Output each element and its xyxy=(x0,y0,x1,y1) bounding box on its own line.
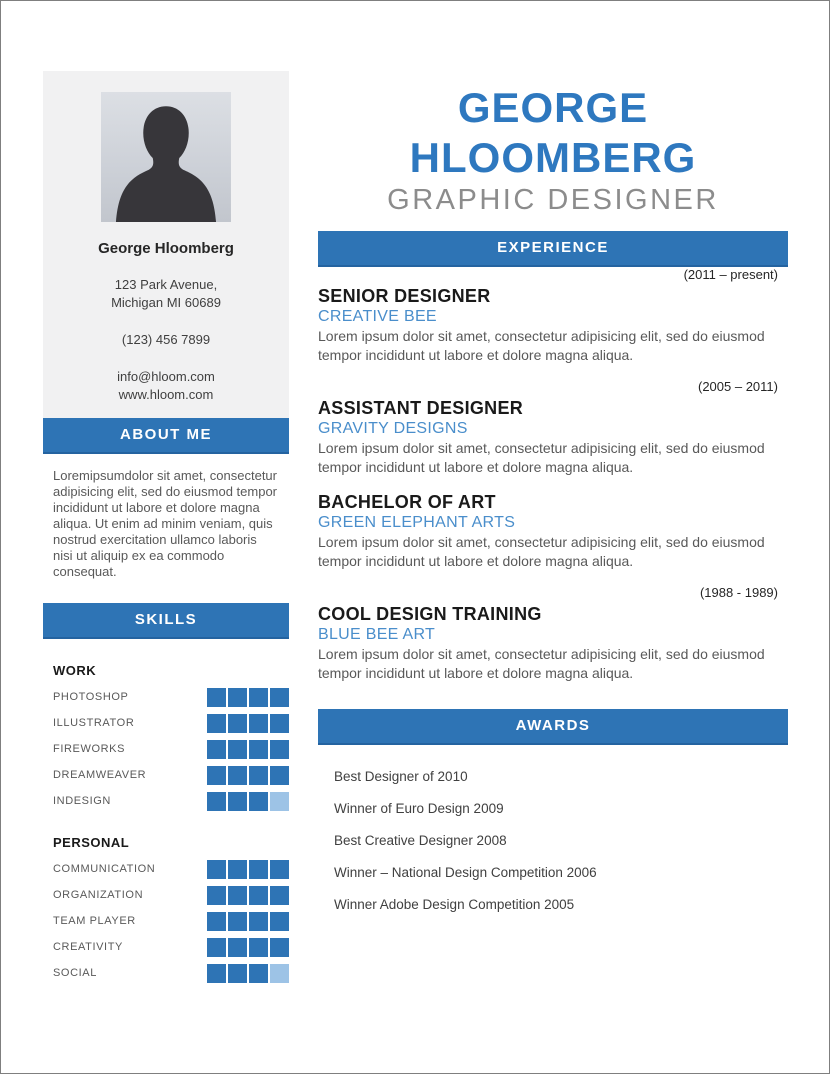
award-item: Best Designer of 2010 xyxy=(334,769,468,784)
skill-label: SOCIAL xyxy=(53,967,97,979)
experience-entry xyxy=(318,379,788,477)
skills-group-work-label: WORK xyxy=(53,663,97,678)
skill-row xyxy=(43,911,289,931)
sidebar xyxy=(43,71,289,989)
skill-square xyxy=(270,792,289,811)
entry-role: ASSISTANT DESIGNER xyxy=(318,398,524,418)
award-item: Winner Adobe Design Competition 2005 xyxy=(334,897,575,912)
experience-banner: EXPERIENCE xyxy=(318,231,788,267)
skill-level-squares xyxy=(205,964,289,983)
skill-label: FIREWORKS xyxy=(53,743,126,755)
skill-level-squares xyxy=(205,886,289,905)
skill-square xyxy=(228,714,247,733)
skill-square xyxy=(207,964,226,983)
entry-role: BACHELOR OF ART xyxy=(318,492,496,512)
skill-square xyxy=(207,938,226,957)
skill-square xyxy=(228,964,247,983)
skill-square xyxy=(207,860,226,879)
skill-square xyxy=(270,688,289,707)
skill-label: CREATIVITY xyxy=(53,941,123,953)
skill-square xyxy=(207,688,226,707)
skill-square xyxy=(270,912,289,931)
skill-square xyxy=(249,792,268,811)
about-me-text: Loremipsumdolor sit amet, consectetur adipisicing elit, sed do eiusmod tempor incididunt ut labore et dolore magna aliqua. Ut enim ad minim veniam, quis nostrud exercitation ullamco laboris nisi ut aliquip ex ea commodo consequat. xyxy=(53,468,278,579)
award-item: Best Creative Designer 2008 xyxy=(334,833,507,848)
skill-level-squares xyxy=(205,740,289,759)
skill-square xyxy=(249,740,268,759)
skill-level-squares xyxy=(205,938,289,957)
skill-row xyxy=(43,859,289,879)
entry-description: Lorem ipsum dolor sit amet, consectetur adipisicing elit, sed do eiusmod tempor incididunt ut labore et dolore magna aliqua. xyxy=(318,646,765,681)
skill-square xyxy=(270,964,289,983)
entry-description: Lorem ipsum dolor sit amet, consectetur adipisicing elit, sed do eiusmod tempor incididunt ut labore et dolore magna aliqua. xyxy=(318,534,765,569)
skill-level-squares xyxy=(205,766,289,785)
skill-square xyxy=(207,766,226,785)
last-name-heading: HLOOMBERG xyxy=(409,134,697,181)
skill-row xyxy=(43,713,289,733)
skill-square xyxy=(249,766,268,785)
skill-level-squares xyxy=(205,688,289,707)
entry-date: (2011 – present) xyxy=(683,267,778,282)
skill-row xyxy=(43,963,289,983)
skills-group-personal-label: PERSONAL xyxy=(53,835,130,850)
skill-square xyxy=(270,886,289,905)
experience-entry xyxy=(318,267,788,365)
entry-company: BLUE BEE ART xyxy=(318,626,436,643)
job-title: GRAPHIC DESIGNER xyxy=(387,184,719,216)
skill-row xyxy=(43,937,289,957)
skill-row xyxy=(43,791,289,811)
skill-level-squares xyxy=(205,860,289,879)
contact-phone: (123) 456 7899 xyxy=(121,332,211,347)
skill-square xyxy=(207,714,226,733)
skill-label: PHOTOSHOP xyxy=(53,691,129,703)
skill-level-squares xyxy=(205,912,289,931)
skill-square xyxy=(270,938,289,957)
entry-description: Lorem ipsum dolor sit amet, consectetur adipisicing elit, sed do eiusmod tempor incididunt ut labore et dolore magna aliqua. xyxy=(318,328,765,363)
contact-card xyxy=(43,71,289,418)
skill-square xyxy=(228,912,247,931)
skill-square xyxy=(228,688,247,707)
skill-square xyxy=(228,938,247,957)
skill-square xyxy=(207,886,226,905)
entry-company: GREEN ELEPHANT ARTS xyxy=(318,514,516,531)
profile-photo xyxy=(101,91,231,223)
about-me-banner: ABOUT ME xyxy=(43,418,289,454)
skill-square xyxy=(228,886,247,905)
skill-square xyxy=(228,740,247,759)
skill-square xyxy=(228,766,247,785)
skill-square xyxy=(249,688,268,707)
skills-banner: SKILLS xyxy=(43,603,289,639)
contact-address xyxy=(53,276,279,312)
skill-row xyxy=(43,739,289,759)
skill-level-squares xyxy=(205,714,289,733)
main-column xyxy=(318,83,788,913)
contact-web xyxy=(53,368,279,404)
skill-label: COMMUNICATION xyxy=(53,863,156,875)
first-name-heading: GEORGE xyxy=(457,84,649,131)
address-line-1: 123 Park Avenue, xyxy=(114,277,218,292)
skill-square xyxy=(228,792,247,811)
skill-square xyxy=(207,912,226,931)
skill-label: INDESIGN xyxy=(53,795,111,807)
awards-banner: AWARDS xyxy=(318,709,788,745)
skill-square xyxy=(249,714,268,733)
skill-square xyxy=(249,938,268,957)
entry-role: COOL DESIGN TRAINING xyxy=(318,604,542,624)
skill-label: TEAM PLAYER xyxy=(53,915,136,927)
entry-date: (2005 – 2011) xyxy=(698,379,778,394)
entry-date: (1988 - 1989) xyxy=(699,585,778,600)
skill-row xyxy=(43,765,289,785)
experience-entry xyxy=(318,491,788,571)
skill-square xyxy=(270,740,289,759)
skill-square xyxy=(270,714,289,733)
skill-square xyxy=(270,766,289,785)
contact-email: info@hloom.com xyxy=(117,369,215,384)
entry-description: Lorem ipsum dolor sit amet, consectetur adipisicing elit, sed do eiusmod tempor incididunt ut labore et dolore magna aliqua. xyxy=(318,440,765,475)
address-line-2: Michigan MI 60689 xyxy=(111,295,221,310)
entry-company: GRAVITY DESIGNS xyxy=(318,420,468,437)
award-item: Winner of Euro Design 2009 xyxy=(334,801,504,816)
award-item: Winner – National Design Competition 2006 xyxy=(334,865,597,880)
skills-group-personal xyxy=(43,835,289,983)
skill-square xyxy=(249,964,268,983)
skill-label: DREAMWEAVER xyxy=(53,769,147,781)
awards-list xyxy=(318,769,788,913)
entry-company: CREATIVE BEE xyxy=(318,308,437,325)
skill-square xyxy=(249,912,268,931)
skill-square xyxy=(207,740,226,759)
experience-entries xyxy=(318,267,788,683)
skill-square xyxy=(249,886,268,905)
skill-square xyxy=(270,860,289,879)
contact-website: www.hloom.com xyxy=(118,387,214,402)
entry-role: SENIOR DESIGNER xyxy=(318,286,491,306)
skill-square xyxy=(207,792,226,811)
skill-square xyxy=(228,860,247,879)
experience-entry xyxy=(318,585,788,683)
skill-row xyxy=(43,687,289,707)
skill-label: ORGANIZATION xyxy=(53,889,144,901)
skills-group-work xyxy=(43,663,289,811)
contact-name: George Hloomberg xyxy=(98,240,234,257)
skill-label: ILLUSTRATOR xyxy=(53,717,135,729)
skill-square xyxy=(249,860,268,879)
skill-row xyxy=(43,885,289,905)
skill-level-squares xyxy=(205,792,289,811)
